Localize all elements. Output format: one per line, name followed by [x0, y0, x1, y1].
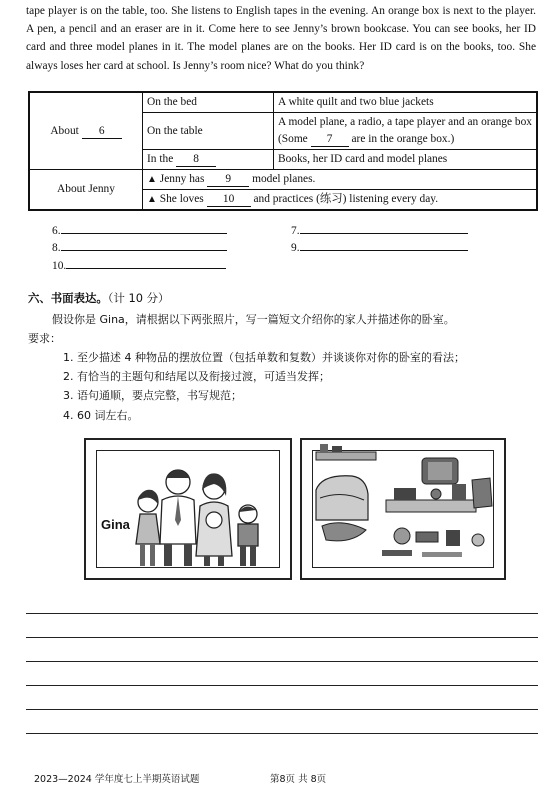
requirement-item: 4. 60 词左右。 [63, 409, 139, 422]
info-table [28, 91, 538, 211]
jenny-has-part-b: model planes. [252, 173, 316, 185]
blank-6[interactable]: 6 [82, 125, 122, 139]
section-title [28, 290, 169, 306]
family-photo-label: Gina [101, 517, 130, 532]
writing-line[interactable] [26, 661, 538, 662]
answer-7 [291, 222, 468, 237]
about-cell [29, 92, 143, 170]
writing-line[interactable] [26, 685, 538, 686]
jenny-has-part-a: Jenny has [159, 173, 205, 185]
writing-line[interactable] [26, 637, 538, 638]
in-the-label: In the [147, 153, 174, 165]
answer-9 [291, 239, 468, 254]
she-loves-cell [143, 190, 538, 211]
answer-number: 6. [52, 225, 61, 237]
requirement-item: 3. 语句通顺，要点完整，书写规范； [63, 389, 242, 402]
row-label-bed: On the bed [143, 92, 274, 113]
family-illustration [86, 440, 290, 578]
writing-prompt: 假设你是 Gina，请根据以下两张照片，写一篇短文介绍你的家人并描述你的卧室。 [52, 313, 455, 326]
answer-line-9[interactable] [300, 239, 468, 251]
family-photo [84, 438, 292, 580]
requirements-label: 要求： [28, 332, 61, 345]
footer-exam-title: 2023—2024 学年度七上半期英语试题 [34, 774, 200, 785]
section-points: （计 10 分） [107, 291, 170, 305]
row-label-table: On the table [143, 113, 274, 150]
answer-line-7[interactable] [300, 222, 468, 234]
answer-number: 10. [52, 260, 67, 272]
blank-9[interactable]: 9 [207, 173, 249, 187]
answer-line-8[interactable] [61, 239, 227, 251]
writing-line[interactable] [26, 733, 538, 734]
she-loves-part-a: She loves [159, 193, 204, 205]
requirement-item: 1. 至少描述 4 种物品的摆放位置（包括单数和复数）并谈谈你对你的卧室的看法； [63, 351, 465, 364]
answer-line-10[interactable] [66, 257, 226, 269]
section-title-text: 六、书面表达。 [28, 291, 108, 305]
answer-number: 7. [291, 225, 300, 237]
table-row [29, 170, 537, 190]
bedroom-illustration [302, 440, 504, 578]
reading-passage: tape player is on the table, too. She listens to English tapes in the evening. An orange box is next to the player. A pen, a pencil and an eraser are in it. Come here to see Jenny’s brown bookcase. You can see books, her ID card and three model planes in it. The model planes are on the books. Her ID card is on the books, too. She always loses her card at school. Is Jenny’s room nice? What do you think? [26, 5, 536, 72]
row-label-in [143, 150, 274, 170]
requirement-item: 2. 有恰当的主题句和结尾以及衔接过渡，可适当发挥； [63, 370, 330, 383]
answer-6 [52, 222, 227, 237]
row-value-table [274, 113, 538, 150]
answer-10 [52, 257, 226, 272]
row-value-in: Books, her ID card and model planes [274, 150, 538, 170]
bedroom-photo [300, 438, 506, 580]
answer-line-6[interactable] [61, 222, 227, 234]
blank-7[interactable]: 7 [311, 133, 349, 147]
blank-10[interactable]: 10 [207, 193, 251, 207]
triangle-icon: ▲ [147, 174, 157, 185]
writing-line[interactable] [26, 613, 538, 614]
triangle-icon: ▲ [147, 194, 157, 205]
blank-8[interactable]: 8 [176, 153, 216, 167]
writing-line[interactable] [26, 709, 538, 710]
jenny-has-cell [143, 170, 538, 190]
answer-number: 8. [52, 242, 61, 254]
row-value-bed: A white quilt and two blue jackets [274, 92, 538, 113]
she-loves-part-b: and practices (练习) listening every day. [253, 193, 439, 205]
about-label: About [50, 124, 79, 137]
answer-number: 9. [291, 242, 300, 254]
table-row [29, 92, 537, 113]
table-value-part-b: are in the orange box.) [351, 133, 455, 145]
table-value-part-a: A model plane, a radio, a tape player and an orange box (Some [278, 116, 532, 145]
footer-page-number: 第8页 共 8页 [270, 774, 327, 785]
answer-8 [52, 239, 227, 254]
about-jenny-cell: About Jenny [29, 170, 143, 211]
